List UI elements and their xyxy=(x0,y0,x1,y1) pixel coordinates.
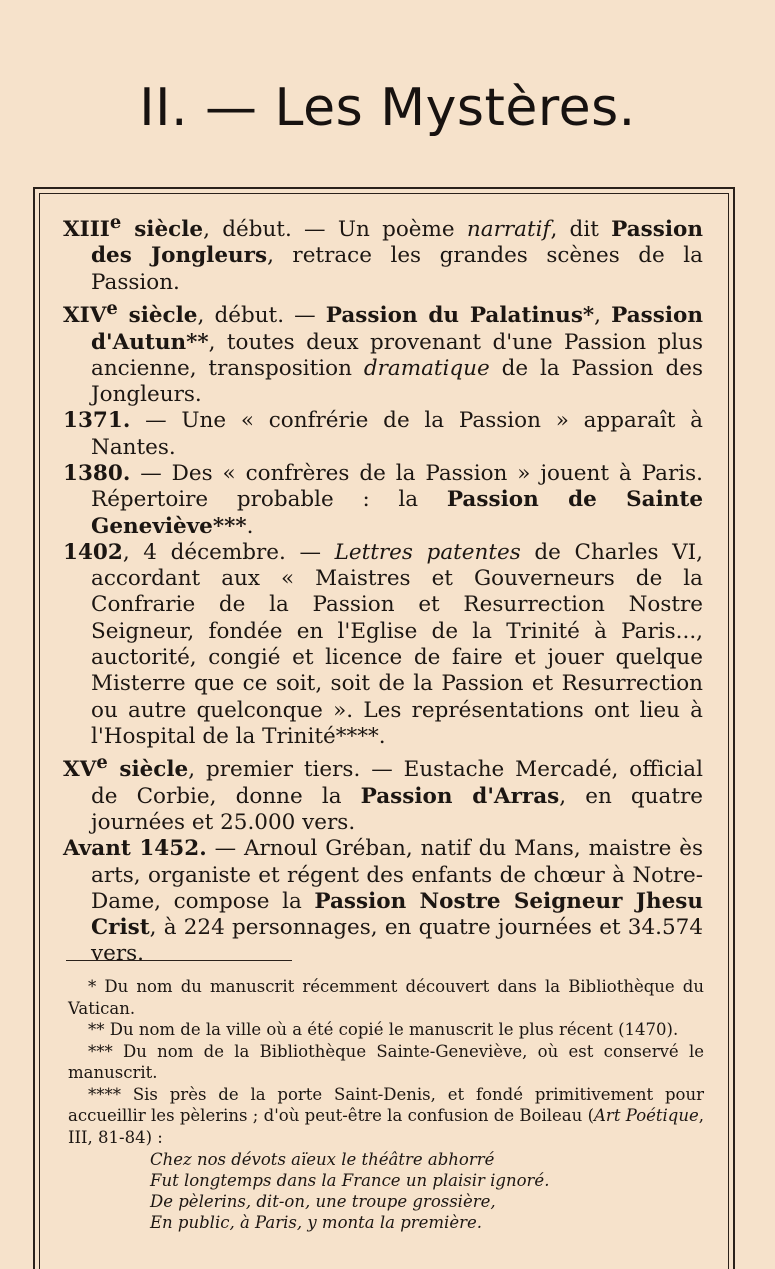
entry-1402: 1402, 4 décembre. — Lettres patentes de Charles VI, accordant aux « Maistres et Gouverneurs de la Confrarie de la Passion et Resurrection Nostre Seigneur, fondée en l'Eglise de la Trinité à Paris..., auctorité, congié et licence de faire et jouer quelque Misterre que ce soit, soit de la Passion et Resurrection ou autre quelconque ». Les représentations ont lieu à l'Hospital de la Trinité****. xyxy=(63,539,703,749)
entry-15th-century: XVe siècle, premier tiers. — Eustache Mercadé, official de Corbie, donne la Passion d'Arras, en quatre journées et 25.000 vers. xyxy=(63,752,703,835)
footnotes xyxy=(68,976,704,1233)
footnote-3: *** Du nom de la Bibliothèque Sainte-Geneviève, où est conservé le manuscrit. xyxy=(68,1041,704,1082)
entry-1371: 1371. — Une « confrérie de la Passion » apparaît à Nantes. xyxy=(63,408,703,460)
chronology-list xyxy=(63,210,703,968)
verse-line: Chez nos dévots aïeux le théâtre abhorré xyxy=(150,1150,495,1169)
footnote-4: **** Sis près de la porte Saint-Denis, et fondé primitivement pour accueillir les pèlerins ; d'où peut-être la confusion de Boileau (Art Poétique, III, 81-84) : xyxy=(68,1084,705,1147)
entry-13th-century: XIIIe siècle, début. — Un poème narratif, dit Passion des Jongleurs, retrace les grandes scènes de la Passion. xyxy=(63,212,703,295)
entry-14th-century: XIVe siècle, début. — Passion du Palatinus*, Passion d'Autun**, toutes deux provenant d'une Passion plus ancienne, transposition dramatique de la Passion des Jongleurs. xyxy=(63,298,703,408)
entry-1380: 1380. — Des « confrères de la Passion » jouent à Paris. Répertoire probable : la Passion de Sainte Geneviève***. xyxy=(63,460,704,539)
verse-line: Fut longtemps dans la France un plaisir ignoré. xyxy=(150,1171,550,1190)
boileau-quote xyxy=(150,1149,704,1233)
entry-before-1452: Avant 1452. — Arnoul Gréban, natif du Mans, maistre ès arts, organiste et régent des enfants de chœur à Notre-Dame, compose la Passion Nostre Seigneur Jhesu Crist, à 224 personnages, en quatre journées et 34.574 vers. xyxy=(63,836,703,967)
verse-line: En public, à Paris, y monta la première. xyxy=(150,1213,482,1232)
footnote-2: ** Du nom de la ville où a été copié le manuscrit le plus récent (1470). xyxy=(88,1020,679,1039)
footnote-1: * Du nom du manuscrit récemment découvert dans la Bibliothèque du Vatican. xyxy=(68,977,704,1018)
footnote-separator xyxy=(66,960,292,961)
page-title: II. — Les Mystères. xyxy=(139,78,636,138)
verse-line: De pèlerins, dit-on, une troupe grossière, xyxy=(150,1192,496,1211)
